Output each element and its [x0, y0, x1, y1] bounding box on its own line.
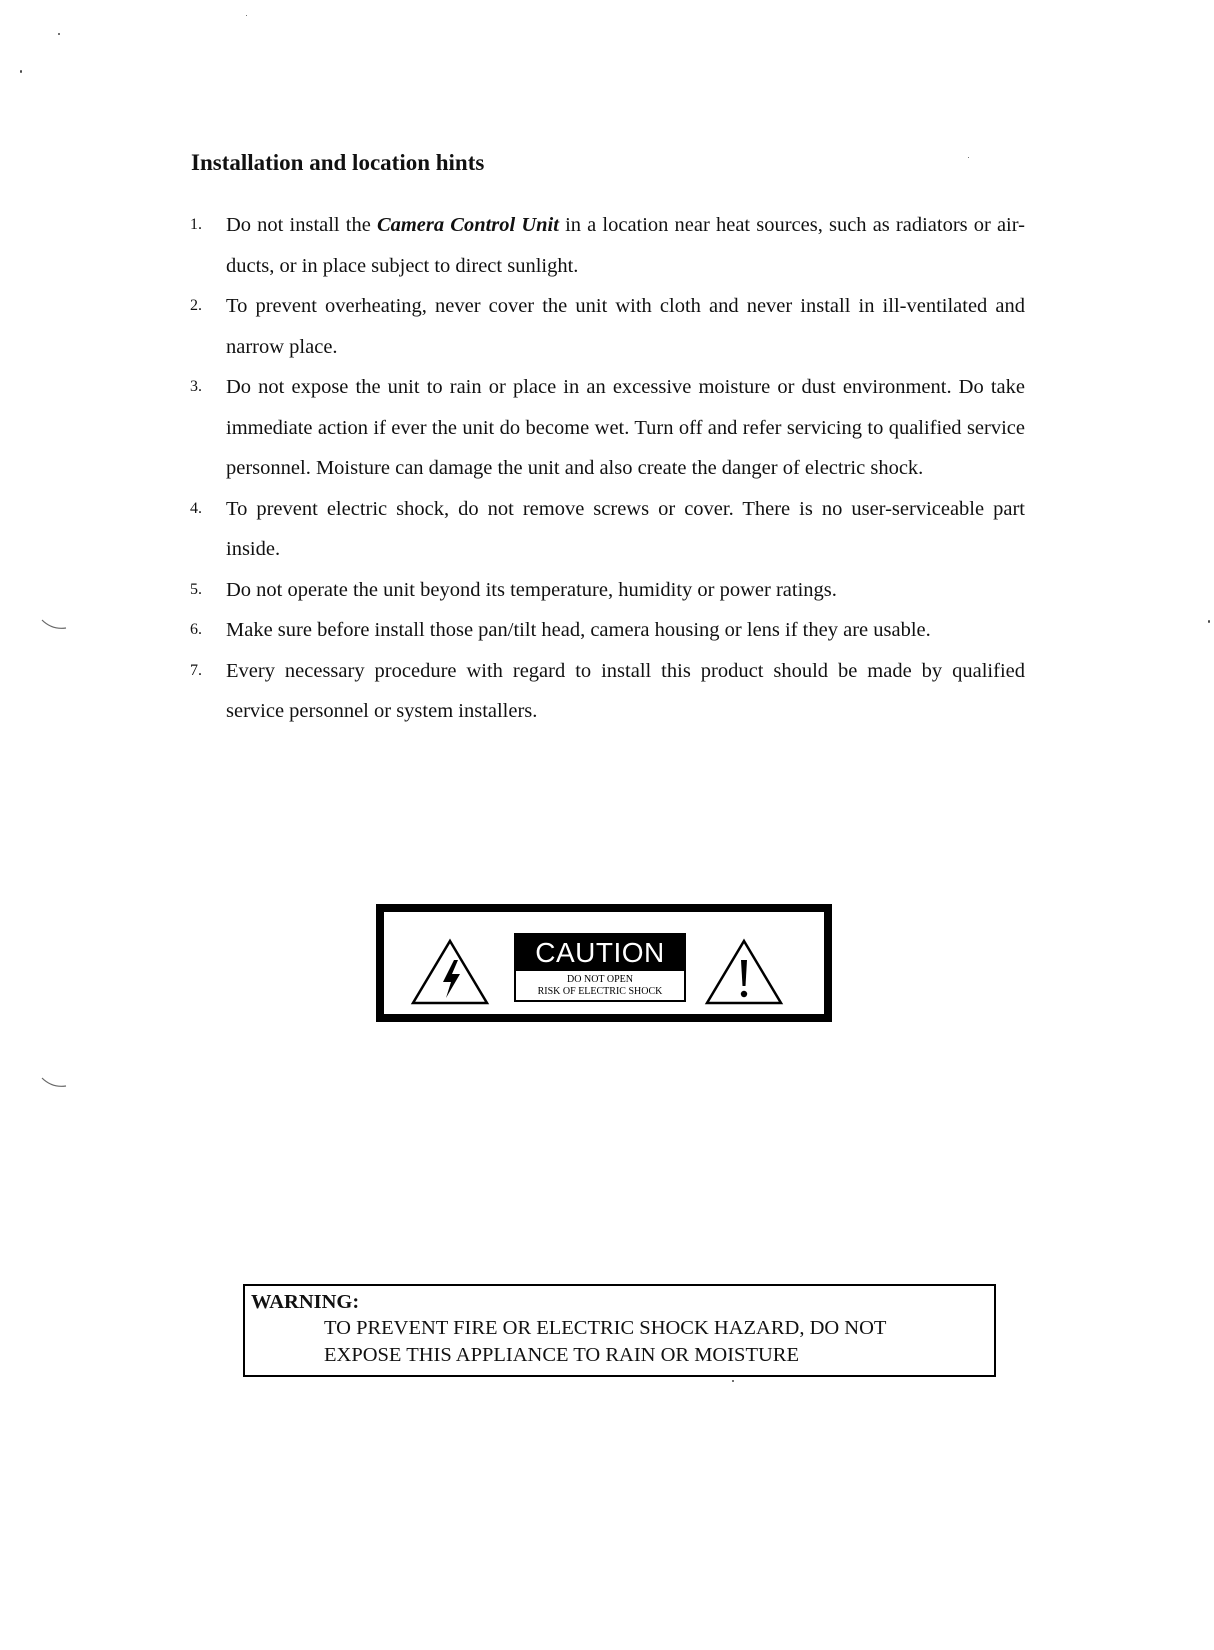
list-item-text: Every necessary procedure with regard to install this product should be made by qualified service personnel or system installers.	[226, 659, 1025, 722]
list-item	[190, 610, 1025, 651]
list-item-text: Do not expose the unit to rain or place in an excessive moisture or dust environment. Do take immediate action if ever the unit do become wet. Turn off and refer servicing to qualified service personnel. Moisture can damage the unit and also create the danger of electric shock.	[226, 376, 1025, 479]
scan-speck	[58, 33, 60, 35]
exclamation-warning-icon	[704, 938, 784, 1006]
lightning-warning-icon	[410, 938, 490, 1006]
list-item-text: To prevent overheating, never cover the unit with cloth and never install in ill-ventilated and narrow place.	[226, 295, 1025, 358]
list-item	[190, 367, 1025, 489]
list-item-number: 3.	[190, 378, 202, 395]
list-item-text: Make sure before install those pan/tilt head, camera housing or lens if they are usable.	[226, 619, 931, 641]
caution-center-panel	[514, 933, 686, 1002]
product-name-emphasis: Camera Control Unit	[376, 214, 559, 236]
section-heading: Installation and location hints	[191, 150, 485, 175]
list-item-number: 7.	[190, 661, 202, 679]
caution-label	[376, 904, 832, 1022]
list-item-text: Do not operate the unit beyond its temperature, humidity or power ratings.	[226, 578, 837, 601]
scan-speck	[968, 157, 969, 158]
scan-speck	[1208, 620, 1210, 623]
list-item	[190, 651, 1025, 732]
list-item-number: 6.	[190, 621, 202, 638]
scan-speck	[246, 15, 247, 16]
list-item	[190, 489, 1025, 570]
list-item-number: 1.	[190, 216, 202, 233]
scan-mark	[40, 1076, 70, 1090]
warning-box	[243, 1284, 996, 1377]
warning-title: WARNING:	[251, 1291, 360, 1313]
list-item	[190, 286, 1025, 367]
scan-speck	[732, 1380, 734, 1382]
warning-line-1: TO PREVENT FIRE OR ELECTRIC SHOCK HAZARD, DO NOT	[324, 1317, 887, 1339]
scan-mark	[40, 618, 70, 632]
caution-line-do-not-open: DO NOT OPEN	[567, 974, 633, 985]
warning-line-2: EXPOSE THIS APPLIANCE TO RAIN OR MOISTURE	[324, 1344, 799, 1366]
scan-speck	[20, 70, 22, 73]
list-item	[190, 570, 1025, 611]
hints-list	[190, 205, 1025, 732]
list-item-number: 5.	[190, 580, 202, 598]
list-item-number: 2.	[190, 297, 202, 314]
caution-label-inner	[384, 912, 824, 1014]
caution-line-risk: RISK OF ELECTRIC SHOCK	[537, 986, 663, 997]
list-item-number: 4.	[190, 499, 202, 517]
list-item-text: Do not install the Camera Control Unit in a location near heat sources, such as radiators or air-ducts, or in place subject to direct sunlight.	[226, 214, 1025, 277]
caution-title: CAUTION	[516, 935, 684, 971]
list-item-text: To prevent electric shock, do not remove screws or cover. There is no user-serviceable part inside.	[226, 497, 1025, 560]
list-item	[190, 205, 1025, 286]
